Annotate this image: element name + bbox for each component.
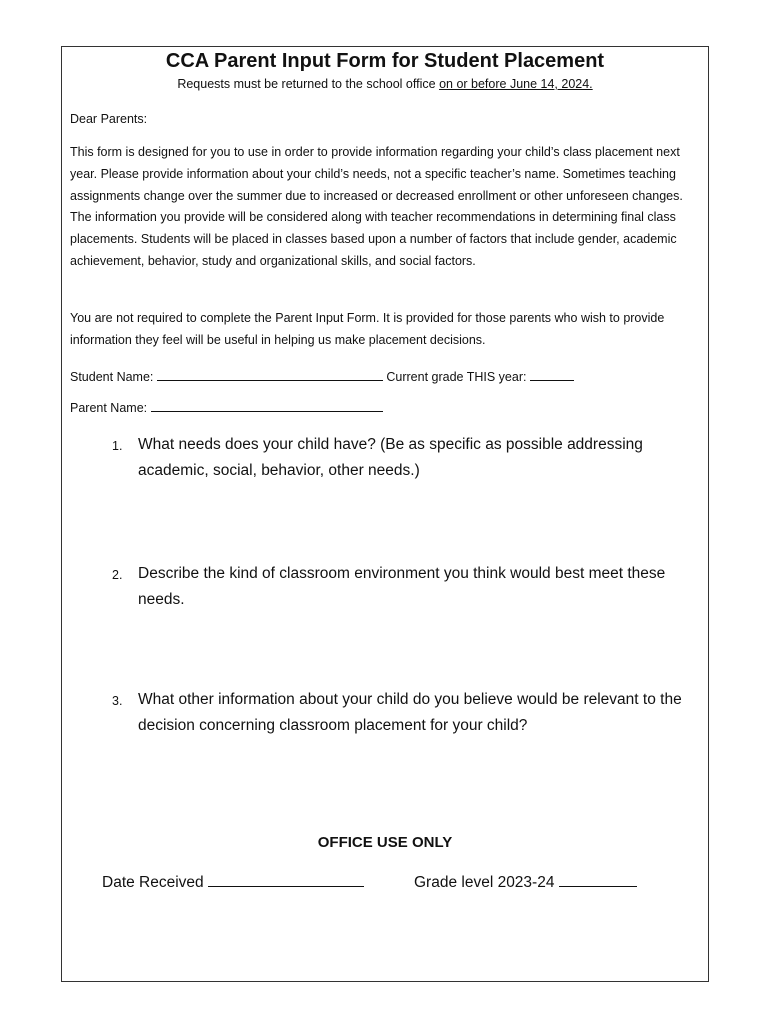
question-3-text: What other information about your child do you believe would be relevant to the decision concerning classroom placement for your child? [138,691,682,734]
question-3 [112,687,702,739]
question-3-number: 3. [112,694,123,708]
date-received-label: Date Received [102,874,204,891]
return-deadline: on or before June 14, 2024. [439,77,593,91]
question-1-text: What needs does your child have? (Be as specific as possible addressing academic, social, behavior, other needs.) [138,436,643,479]
grade-level-line [414,870,637,892]
parent-name-label: Parent Name: [70,401,148,415]
optional-notice-paragraph: You are not required to complete the Parent Input Form. It is provided for those parents who wish to provide information they feel will be useful in helping us make placement decisions. [70,311,665,347]
parent-info-line [70,398,383,415]
grade-level-label: Grade level 2023-24 [414,874,555,891]
parent-name-field[interactable] [151,398,383,412]
question-1-number: 1. [112,439,123,453]
office-use-heading: OFFICE USE ONLY [317,834,453,851]
question-2-text: Describe the kind of classroom environment you think would best meet these needs. [138,565,666,608]
student-name-label: Student Name: [70,370,154,384]
return-instructions [0,77,770,91]
question-2 [112,561,702,613]
return-instructions-text: Requests must be returned to the school office [177,77,440,91]
student-name-field[interactable] [157,367,383,381]
grade-level-field[interactable] [559,870,637,887]
question-1 [112,432,702,484]
salutation: Dear Parents: [70,112,148,126]
question-2-number: 2. [112,568,123,582]
current-grade-label: Current grade THIS year: [386,370,527,384]
date-received-line [102,870,364,892]
student-info-line [70,367,574,384]
intro-paragraph: This form is designed for you to use in order to provide information regarding your child’s class placement next year. Please provide information about your child’s needs, not a specific teacher’s name. Sometimes teaching assignments change over the summer due to increased or decreased enrollment or other unforeseen changes. The information you provide will be considered along with teacher recommendations in determining final class placements. Students will be placed in classes based upon a number of factors that include gender, academic achievement, behavior, study and organizational skills, and social factors. [70,145,683,268]
form-title: CCA Parent Input Form for Student Placement [165,50,605,72]
date-received-field[interactable] [208,870,364,887]
current-grade-field[interactable] [530,367,574,381]
